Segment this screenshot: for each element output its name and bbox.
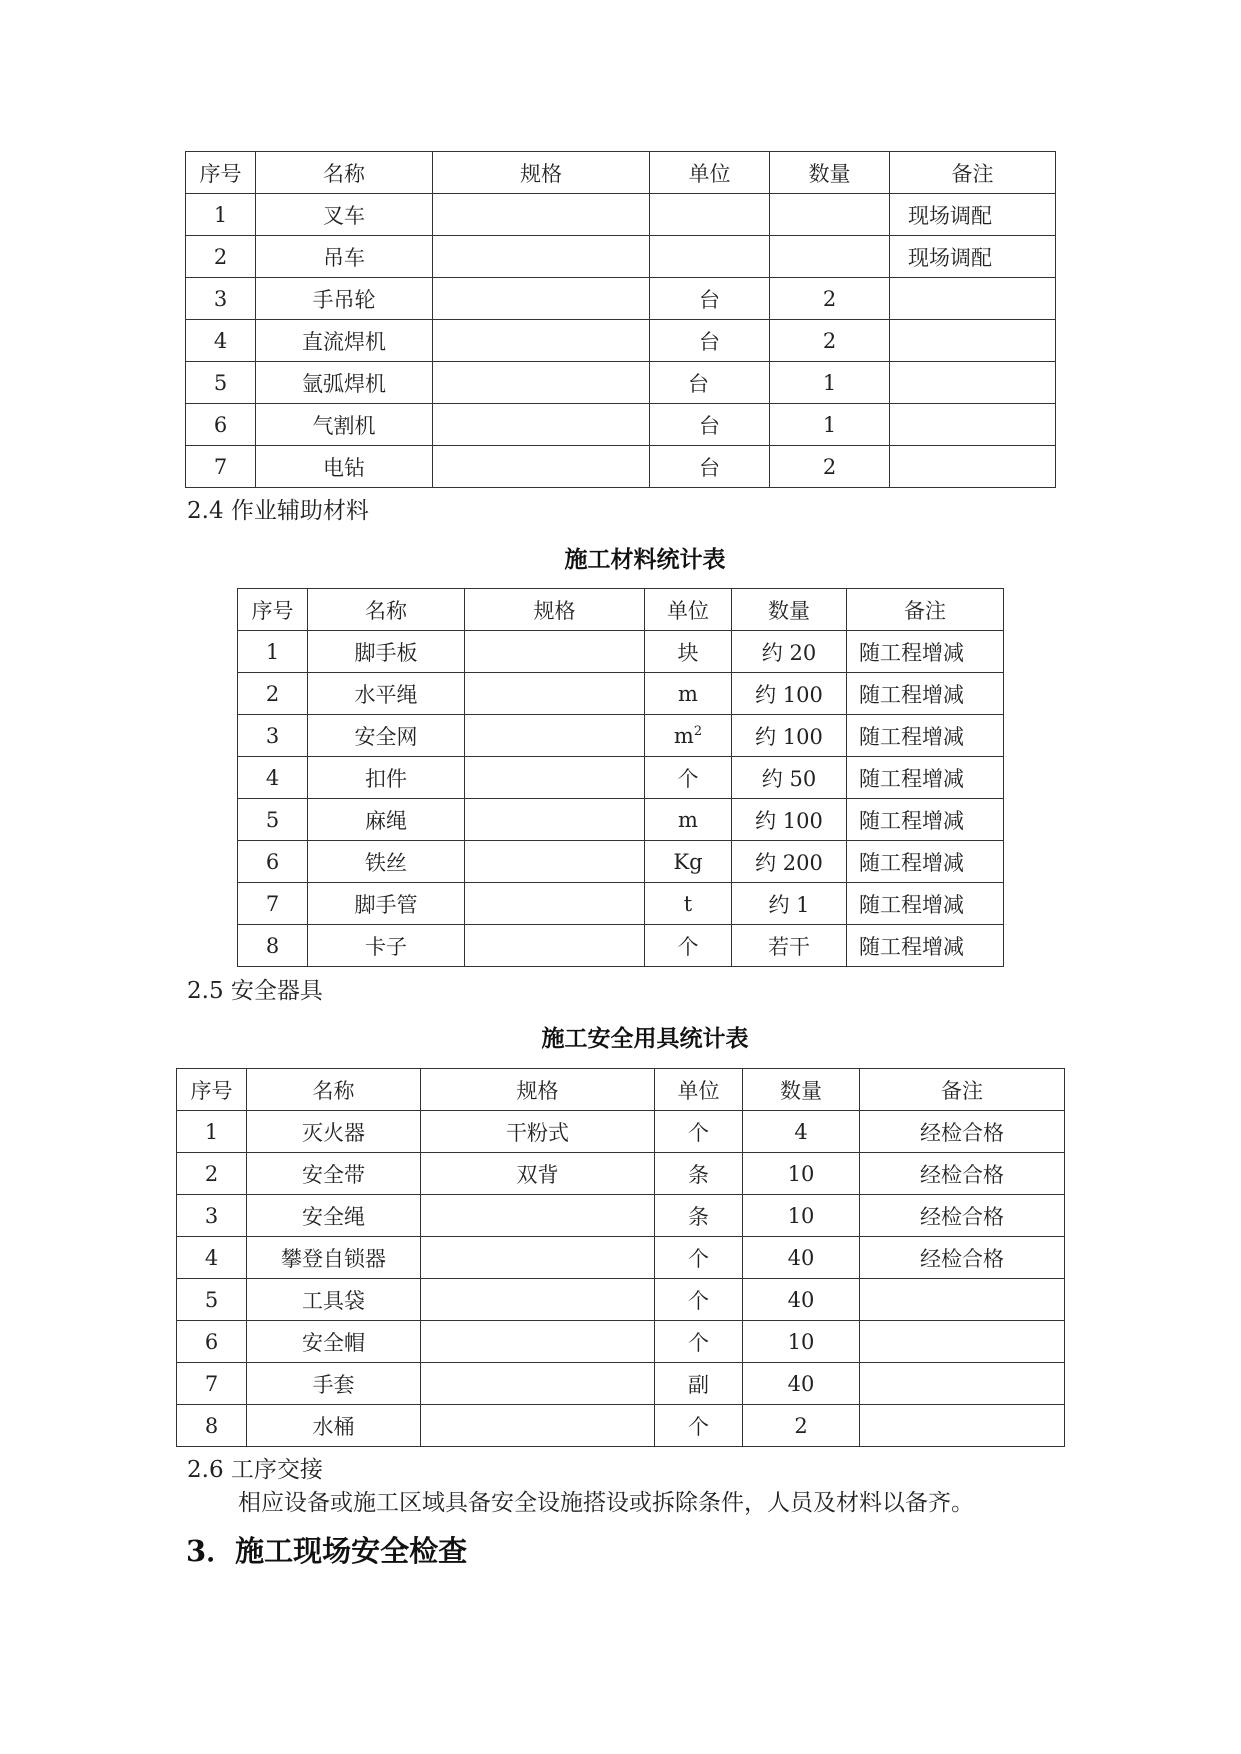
materials-table (237, 588, 1004, 967)
cell-index: 2 (186, 236, 256, 278)
cell-index: 8 (238, 925, 308, 967)
section-2-6-paragraph: 相应设备或施工区域具备安全设施搭设或拆除条件，人员及材料以备齐。 (238, 1490, 974, 1516)
cell-index: 5 (186, 362, 256, 404)
table-row (186, 362, 1056, 404)
unit-superscript: 2 (693, 723, 703, 739)
table-row (238, 883, 1004, 925)
cell-name: 工具袋 (247, 1279, 421, 1321)
cell-note (860, 1405, 1065, 1447)
cell-qty (770, 194, 890, 236)
cell-unit: 个 (655, 1279, 743, 1321)
header-cell: 备注 (847, 589, 1004, 631)
table-row (177, 1237, 1065, 1279)
header-cell: 备注 (890, 152, 1056, 194)
header-cell: 数量 (743, 1069, 860, 1111)
cell-index: 3 (238, 715, 308, 757)
cell-qty: 1 (770, 404, 890, 446)
cell-note (860, 1363, 1065, 1405)
table-row (186, 404, 1056, 446)
cell-unit: 台 (650, 278, 770, 320)
header-cell: 序号 (186, 152, 256, 194)
cell-name: 叉车 (256, 194, 433, 236)
cell-name: 脚手管 (308, 883, 465, 925)
cell-spec (433, 194, 650, 236)
cell-qty: 4 (743, 1111, 860, 1153)
cell-note: 随工程增减 (847, 673, 1004, 715)
cell-name: 氩弧焊机 (256, 362, 433, 404)
cell-unit: 条 (655, 1195, 743, 1237)
cell-note: 经检合格 (860, 1153, 1065, 1195)
table-row (238, 631, 1004, 673)
cell-index: 4 (177, 1237, 247, 1279)
cell-qty: 约 50 (732, 757, 847, 799)
header-cell: 名称 (247, 1069, 421, 1111)
cell-unit: 台 (650, 320, 770, 362)
cell-index: 2 (177, 1153, 247, 1195)
header-cell: 规格 (433, 152, 650, 194)
cell-spec (465, 757, 645, 799)
cell-index: 2 (238, 673, 308, 715)
table-row (186, 320, 1056, 362)
table-header-row (186, 152, 1056, 194)
cell-note (860, 1321, 1065, 1363)
cell-qty: 2 (770, 320, 890, 362)
cell-index: 7 (177, 1363, 247, 1405)
header-cell: 单位 (645, 589, 732, 631)
cell-qty: 10 (743, 1195, 860, 1237)
cell-unit: 副 (655, 1363, 743, 1405)
table-row (238, 799, 1004, 841)
cell-spec (433, 362, 650, 404)
cell-name: 水平绳 (308, 673, 465, 715)
section-heading-2-5: 2.5 安全器具 (187, 978, 323, 1004)
table-caption-safety: 施工安全用具统计表 (541, 1025, 749, 1052)
table-row (177, 1321, 1065, 1363)
cell-spec (433, 278, 650, 320)
table-row (238, 841, 1004, 883)
cell-unit: 台 (650, 446, 770, 488)
cell-unit: 条 (655, 1153, 743, 1195)
cell-name: 电钻 (256, 446, 433, 488)
unit-text: m (673, 723, 694, 748)
cell-unit: 个 (645, 757, 732, 799)
cell-note: 现场调配 (890, 194, 1056, 236)
cell-spec (433, 404, 650, 446)
cell-spec (465, 715, 645, 757)
table-row (177, 1111, 1065, 1153)
table-row (238, 757, 1004, 799)
cell-unit: 台 (650, 404, 770, 446)
cell-qty: 若干 (732, 925, 847, 967)
cell-unit: t (645, 883, 732, 925)
cell-spec (465, 925, 645, 967)
cell-spec (421, 1237, 655, 1279)
cell-unit: m (645, 673, 732, 715)
cell-qty: 2 (770, 446, 890, 488)
cell-qty: 10 (743, 1153, 860, 1195)
safety-equipment-table (176, 1068, 1065, 1447)
cell-qty: 2 (770, 278, 890, 320)
table-row (238, 715, 1004, 757)
cell-qty: 约 100 (732, 715, 847, 757)
cell-note: 随工程增减 (847, 715, 1004, 757)
section-heading-2-6: 2.6 工序交接 (187, 1457, 323, 1483)
cell-unit: 块 (645, 631, 732, 673)
cell-index: 1 (186, 194, 256, 236)
table-row (177, 1279, 1065, 1321)
cell-index: 3 (177, 1195, 247, 1237)
section-heading-2-4: 2.4 作业辅助材料 (187, 498, 369, 524)
cell-qty: 约 200 (732, 841, 847, 883)
cell-index: 8 (177, 1405, 247, 1447)
cell-name: 攀登自锁器 (247, 1237, 421, 1279)
table-row (186, 278, 1056, 320)
cell-unit: 个 (655, 1237, 743, 1279)
cell-spec: 双背 (421, 1153, 655, 1195)
header-cell: 数量 (770, 152, 890, 194)
cell-note (890, 278, 1056, 320)
cell-name: 麻绳 (308, 799, 465, 841)
cell-note: 现场调配 (890, 236, 1056, 278)
cell-unit: 个 (655, 1321, 743, 1363)
cell-note: 随工程增减 (847, 883, 1004, 925)
cell-unit: 个 (655, 1405, 743, 1447)
cell-name: 安全带 (247, 1153, 421, 1195)
header-cell: 名称 (308, 589, 465, 631)
cell-note (890, 320, 1056, 362)
table-header-row (238, 589, 1004, 631)
cell-note (890, 362, 1056, 404)
cell-qty: 2 (743, 1405, 860, 1447)
cell-qty: 1 (770, 362, 890, 404)
cell-name: 铁丝 (308, 841, 465, 883)
cell-note (860, 1279, 1065, 1321)
cell-spec (421, 1195, 655, 1237)
cell-name: 安全帽 (247, 1321, 421, 1363)
header-cell: 单位 (655, 1069, 743, 1111)
cell-spec (465, 841, 645, 883)
cell-index: 1 (177, 1111, 247, 1153)
cell-name: 卡子 (308, 925, 465, 967)
table-caption-materials: 施工材料统计表 (564, 546, 726, 573)
cell-name: 灭火器 (247, 1111, 421, 1153)
cell-qty (770, 236, 890, 278)
cell-name: 扣件 (308, 757, 465, 799)
table-row (238, 673, 1004, 715)
cell-note: 经检合格 (860, 1111, 1065, 1153)
header-cell: 单位 (650, 152, 770, 194)
cell-qty: 约 100 (732, 799, 847, 841)
cell-spec (421, 1279, 655, 1321)
cell-name: 气割机 (256, 404, 433, 446)
equipment-table (185, 151, 1056, 488)
cell-index: 6 (186, 404, 256, 446)
cell-note: 随工程增减 (847, 841, 1004, 883)
cell-name: 安全绳 (247, 1195, 421, 1237)
cell-name: 手套 (247, 1363, 421, 1405)
cell-index: 6 (238, 841, 308, 883)
cell-name: 脚手板 (308, 631, 465, 673)
cell-note (890, 446, 1056, 488)
header-cell: 备注 (860, 1069, 1065, 1111)
cell-spec (433, 236, 650, 278)
cell-index: 7 (186, 446, 256, 488)
cell-note: 随工程增减 (847, 799, 1004, 841)
table-row (177, 1405, 1065, 1447)
table-row (177, 1195, 1065, 1237)
cell-name: 手吊轮 (256, 278, 433, 320)
cell-name: 直流焊机 (256, 320, 433, 362)
cell-note: 随工程增减 (847, 631, 1004, 673)
cell-spec (421, 1321, 655, 1363)
cell-name: 水桶 (247, 1405, 421, 1447)
chapter-heading-3: 3．施工现场安全检查 (186, 1534, 468, 1568)
cell-spec (465, 631, 645, 673)
table-row (177, 1153, 1065, 1195)
cell-qty: 40 (743, 1363, 860, 1405)
cell-qty: 40 (743, 1279, 860, 1321)
table-row (186, 236, 1056, 278)
cell-index: 4 (186, 320, 256, 362)
cell-unit (650, 236, 770, 278)
cell-unit (645, 715, 732, 757)
cell-index: 3 (186, 278, 256, 320)
cell-qty: 40 (743, 1237, 860, 1279)
cell-note: 经检合格 (860, 1237, 1065, 1279)
table-row (186, 194, 1056, 236)
header-cell: 数量 (732, 589, 847, 631)
header-cell: 序号 (177, 1069, 247, 1111)
cell-unit: 个 (645, 925, 732, 967)
header-cell: 序号 (238, 589, 308, 631)
cell-qty: 约 1 (732, 883, 847, 925)
cell-index: 1 (238, 631, 308, 673)
cell-note: 随工程增减 (847, 925, 1004, 967)
cell-spec (433, 320, 650, 362)
cell-spec (433, 446, 650, 488)
table-row (177, 1363, 1065, 1405)
cell-note (890, 404, 1056, 446)
cell-spec (465, 883, 645, 925)
cell-qty: 10 (743, 1321, 860, 1363)
cell-spec (421, 1405, 655, 1447)
header-cell: 规格 (421, 1069, 655, 1111)
cell-index: 5 (177, 1279, 247, 1321)
cell-spec (421, 1363, 655, 1405)
cell-index: 4 (238, 757, 308, 799)
cell-index: 5 (238, 799, 308, 841)
cell-unit: Kg (645, 841, 732, 883)
table-row (186, 446, 1056, 488)
cell-spec (465, 673, 645, 715)
cell-unit: 台 (650, 362, 770, 404)
cell-spec (465, 799, 645, 841)
cell-index: 7 (238, 883, 308, 925)
table-header-row (177, 1069, 1065, 1111)
header-cell: 名称 (256, 152, 433, 194)
cell-name: 安全网 (308, 715, 465, 757)
table-row (238, 925, 1004, 967)
cell-index: 6 (177, 1321, 247, 1363)
cell-unit (650, 194, 770, 236)
cell-note: 随工程增减 (847, 757, 1004, 799)
header-cell: 规格 (465, 589, 645, 631)
cell-spec: 干粉式 (421, 1111, 655, 1153)
cell-unit: m (645, 799, 732, 841)
cell-qty: 约 100 (732, 673, 847, 715)
cell-qty: 约 20 (732, 631, 847, 673)
cell-unit: 个 (655, 1111, 743, 1153)
cell-note: 经检合格 (860, 1195, 1065, 1237)
cell-name: 吊车 (256, 236, 433, 278)
